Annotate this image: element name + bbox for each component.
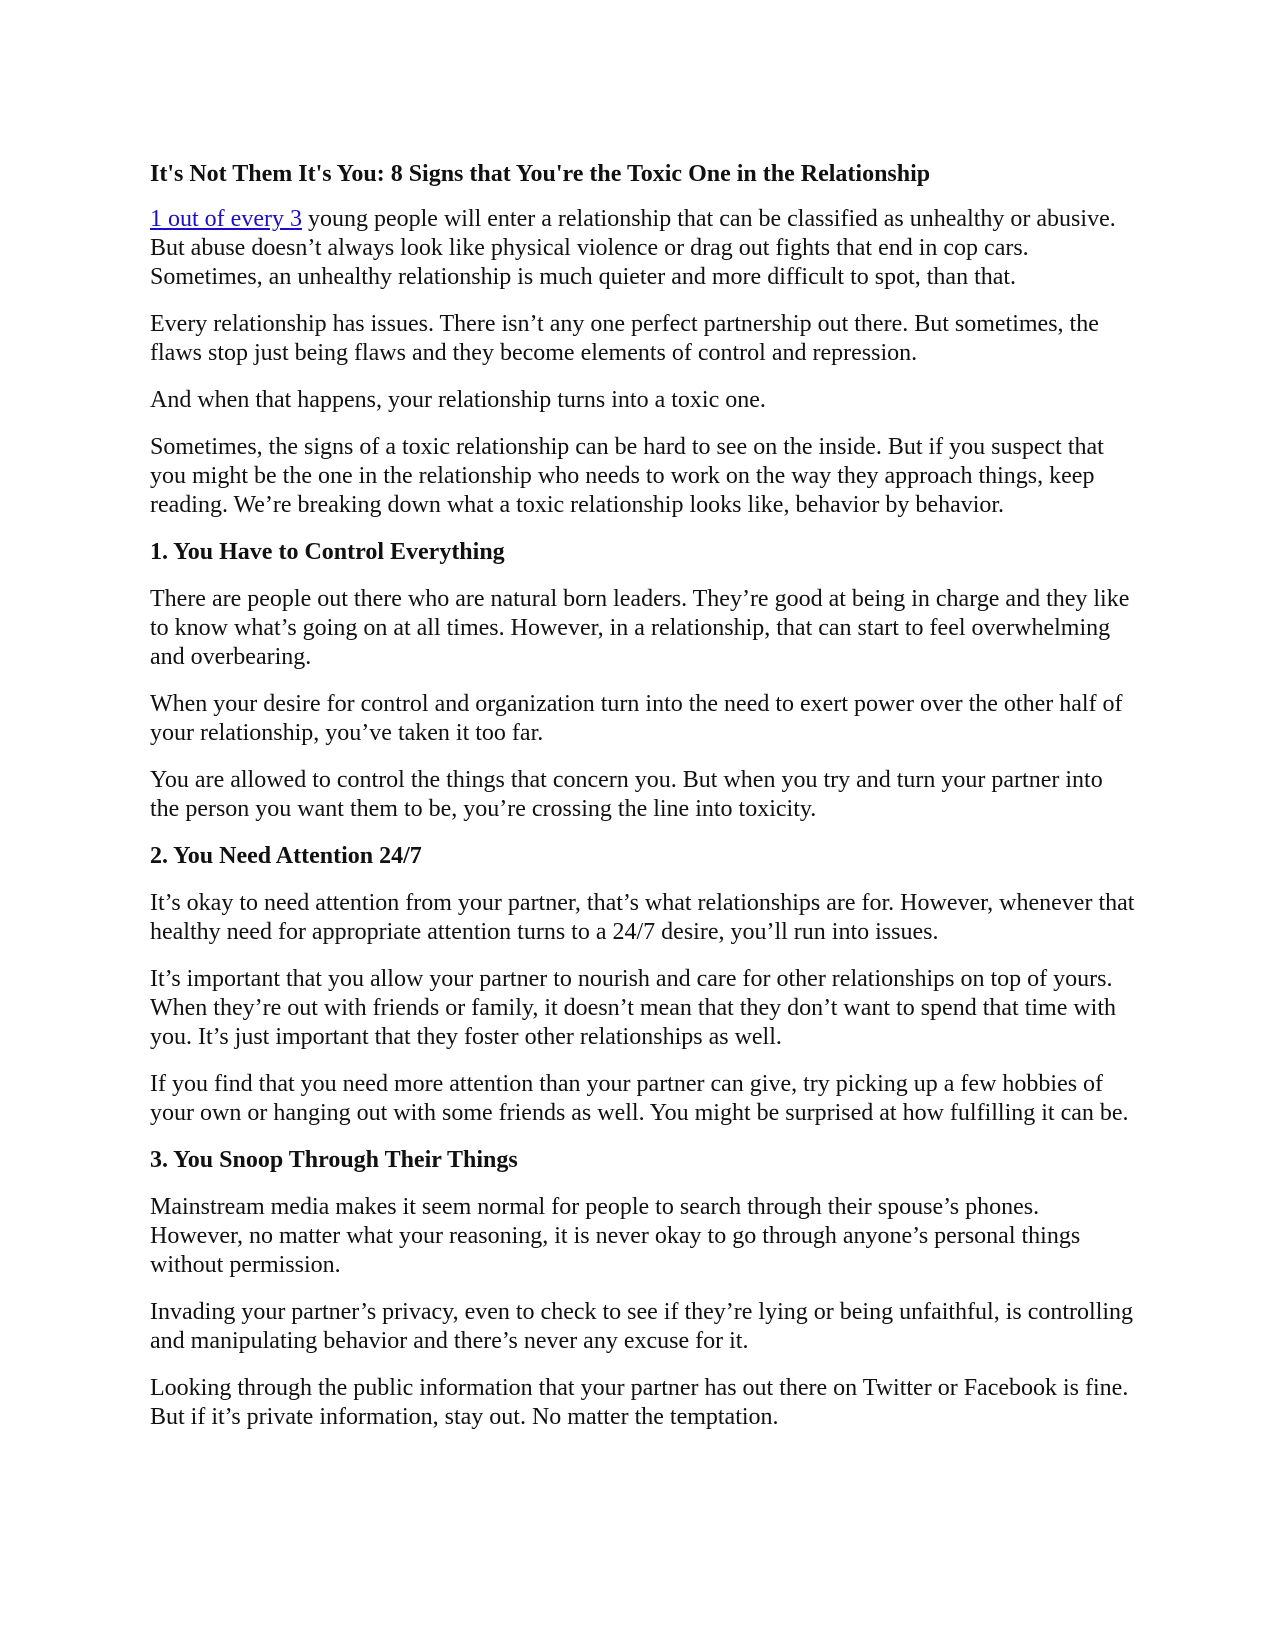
article-title: It's Not Them It's You: 8 Signs that You're the Toxic One in the Relationship xyxy=(150,161,931,187)
paragraph: When your desire for control and organization turn into the need to exert power over the other half of your relationship, you’ve taken it too far. xyxy=(150,691,1123,746)
paragraph: Invading your partner’s privacy, even to check to see if they’re lying or being unfaithful, is controlling and manipulating behavior and there’s never any excuse for it. xyxy=(150,1299,1134,1354)
intro-text: young people will enter a relationship that can be classified as unhealthy or abusive. But abuse doesn’t always look like physical violence or drag out fights that end in cop cars. Sometimes, an unhealthy relationship is much quieter and more difficult to spot, than that. xyxy=(150,206,1116,290)
paragraph: Mainstream media makes it seem normal for people to search through their spouse’s phones. However, no matter what your reasoning, it is never okay to go through anyone’s personal things without permission. xyxy=(150,1194,1081,1278)
section-heading-attention: 2. You Need Attention 24/7 xyxy=(150,843,422,869)
paragraph: If you find that you need more attention than your partner can give, try picking up a few hobbies of your own or hanging out with some friends as well. You might be surprised at how fulfilling it can be. xyxy=(150,1071,1129,1126)
paragraph: And when that happens, your relationship turns into a toxic one. xyxy=(150,387,766,413)
document-page xyxy=(150,160,1135,1450)
paragraph: Looking through the public information that your partner has out there on Twitter or Facebook is fine. But if it’s private information, stay out. No matter the temptation. xyxy=(150,1375,1129,1430)
statistic-link[interactable]: 1 out of every 3 xyxy=(150,206,302,232)
paragraph: It’s okay to need attention from your partner, that’s what relationships are for. However, whenever that healthy need for appropriate attention turns to a 24/7 desire, you’ll run into issues. xyxy=(150,890,1135,945)
intro-paragraph xyxy=(150,205,1135,292)
paragraph: You are allowed to control the things that concern you. But when you try and turn your partner into the person you want them to be, you’re crossing the line into toxicity. xyxy=(150,767,1103,822)
paragraph: Sometimes, the signs of a toxic relationship can be hard to see on the inside. But if you suspect that you might be the one in the relationship who needs to work on the way they approach things, keep reading. We’re breaking down what a toxic relationship looks like, behavior by behavior. xyxy=(150,434,1104,518)
paragraph: Every relationship has issues. There isn’t any one perfect partnership out there. But sometimes, the flaws stop just being flaws and they become elements of control and repression. xyxy=(150,311,1099,366)
paragraph: It’s important that you allow your partner to nourish and care for other relationships on top of yours. When they’re out with friends or family, it doesn’t mean that they don’t want to spend that time with you. It’s just important that they foster other relationships as well. xyxy=(150,966,1117,1050)
section-heading-snoop: 3. You Snoop Through Their Things xyxy=(150,1147,518,1173)
paragraph: There are people out there who are natural born leaders. They’re good at being in charge and they like to know what’s going on at all times. However, in a relationship, that can start to feel overwhelming and overbearing. xyxy=(150,586,1130,670)
section-heading-control: 1. You Have to Control Everything xyxy=(150,539,505,565)
